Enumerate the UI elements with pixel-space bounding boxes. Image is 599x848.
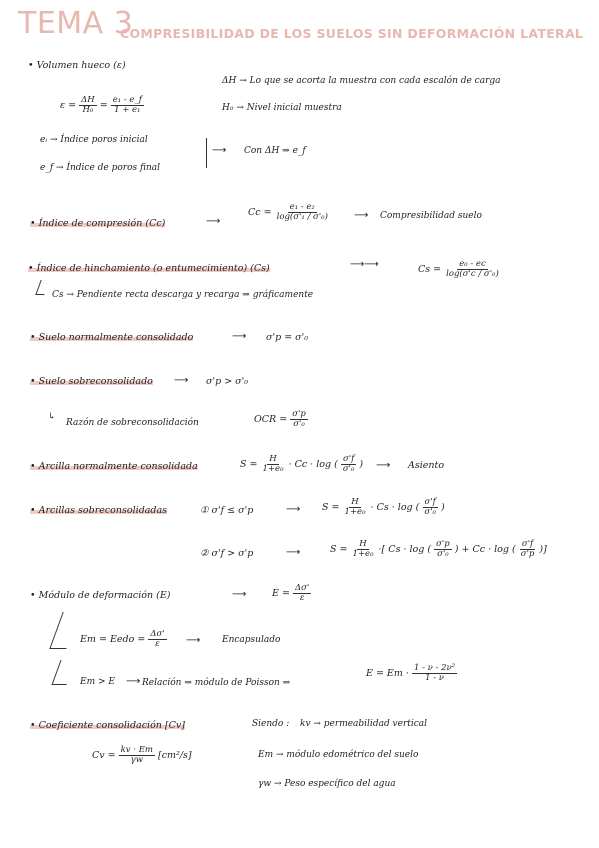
vol-eq: = [99,99,108,111]
arc-nc-lhs: S = [240,458,258,470]
cs-lhs: Cs = [418,263,442,275]
arc-oc-c2-b-frac [519,540,537,559]
mod-em-gt: Em > E [80,677,115,687]
cv-kv-def: kv → permeabilidad vertical [300,719,428,729]
cs-arrow: ⟶⟶ [350,259,379,270]
cs-frac [444,260,501,279]
arc-oc-label [30,505,167,516]
cc-arrow-2: ⟶ [354,210,369,221]
arc-oc-c2-a-num: σ'p [436,539,450,549]
vol-h0-def: H₀ → Nivel inicial muestra [222,103,342,113]
mod-label [30,590,171,601]
arc-nc-log-frac [341,455,357,474]
vol-arrow: ⟶ [212,145,227,156]
cc-lhs: Cc = [248,206,272,218]
mod-poisson-frac [412,664,457,683]
mod-lhs: E = [272,587,290,599]
mod-frac [293,584,311,603]
oc-arrow: ⟶ [174,375,189,386]
ocr-formula [254,410,308,429]
cs-formula [418,260,501,279]
arc-oc-c2-h-num: H [359,539,367,549]
cv-em-def: Em → módulo edométrico del suelo [258,750,419,760]
vol-frac-2 [111,96,144,115]
vol-f1-num: ΔH [81,95,95,105]
cs-label [28,263,270,274]
arc-nc-result: Asiento [408,460,445,471]
vol-f1-den: H₀ [82,104,94,115]
arc-oc-c1-log-frac [422,498,438,517]
arc-oc-c1-h-den: 1+e₀ [344,506,366,517]
mod-formula [272,584,311,603]
cv-label [30,720,185,731]
arc-nc-h-frac [261,455,286,474]
arc-nc-mid: · Cc · log [288,458,332,470]
mod-arrow: ⟶ [232,589,247,600]
vol-label [28,60,126,71]
vol-formula [60,96,144,115]
oc-label [30,376,153,387]
cc-arrow: ⟶ [206,216,221,227]
arc-oc-c2-a-frac [434,540,452,559]
arc-oc-c2-h-den: 1+e₀ [352,548,374,559]
vol-frac-1 [79,96,97,115]
oc-label-text: • Suelo sobreconsolidado [30,376,153,387]
cc-formula [248,203,330,222]
mod-em-den: ε [155,638,160,649]
mod-encap-arrow: ⟶ [186,635,201,646]
mod-em-num: Δσ' [150,629,165,639]
cv-lhs: Cv = [92,749,116,761]
ocr-den: σ'₀ [293,418,305,429]
arc-nc-h-den: 1+e₀ [262,463,284,474]
arc-oc-c2-h-frac [351,540,376,559]
arc-oc-case1-formula: S = $\frac{H}{\text{1+e₀}}$ · Cs · log ( $\frac{\sigma'f}{\text{σ'₀}}$ ) [322,497,445,517]
vol-f2-num: e₁ - e_f [112,95,142,105]
mod-em-eq: Em = Eedo = [80,633,146,645]
mod-bracket-2 [51,660,75,685]
nc-label [30,332,193,343]
arc-oc-arrow-2: ⟶ [286,547,301,558]
vol-brace [206,138,207,168]
arc-oc-c2-lhs: S = [330,543,348,555]
arc-oc-c1-lhs: S = [322,501,340,513]
arc-oc-c2-a-den: σ'₀ [437,548,449,559]
cv-gw-def: γw → Peso específico del agua [258,779,396,789]
arc-oc-arrow-1: ⟶ [286,504,301,515]
arc-oc-c2-plus: + [461,543,470,555]
arc-nc-log-num: σ'f [342,454,355,464]
cv-siendo: Siendo : [252,719,290,729]
cs-num: e₀ - ec [459,259,486,269]
arc-oc-c1-mid: · Cs · log [370,501,413,513]
cv-label-text: • Coeficiente consolidación [Cv] [30,720,185,731]
nc-label-text: • Suelo normalmente consolidado [30,332,194,343]
cc-result: Compresibilidad suelo [380,211,482,221]
arc-oc-case2: ② σ'f > σ'p [200,548,254,559]
vol-dh-def: ΔH → Lo que se acorta la muestra con cada escalón de carga [222,76,501,86]
tema-subtitle: COMPRESIBILIDAD DE LOS SUELOS SIN DEFORMACIÓN LATERAL [120,26,584,41]
arc-oc-c1-h-num: H [351,497,359,507]
cv-frac [119,746,155,765]
cv-den: γw [130,754,143,765]
vol-ef-def: e_f → Índice de poros final [40,163,161,173]
mod-relacion: Relación ⇒ módulo de Poisson ⇒ [142,678,291,688]
mod-relacion-arrow: ⟶ [126,676,141,687]
arc-nc-arrow: ⟶ [376,460,391,471]
arc-oc-c2-a: Cs · log [388,543,425,555]
ocr-label: Razón de sobreconsolidación [66,418,199,428]
ocr-lhs: OCR = [254,413,288,425]
mod-poisson-formula [366,664,457,683]
vol-label-text: • Volumen hueco (ε) [28,60,126,71]
ocr-frac [290,410,308,429]
arc-oc-case1: ① σ'f ≤ σ'p [200,505,254,516]
cv-num: kv · Em [120,745,153,755]
mod-label-text: • Módulo de deformación (E) [30,590,171,601]
nc-arrow: ⟶ [232,331,247,342]
arc-nc-label [30,461,198,472]
mod-den: ε [299,592,305,603]
arc-nc-label-text: • Arcilla normalmente consolidada [30,461,198,472]
arc-nc-h-num: H [269,454,277,464]
arc-oc-c2-b-num: σ'f [521,539,534,549]
cv-units: [cm²/s] [158,749,192,761]
mod-poisson-den: 1 - ν [425,672,444,683]
arc-oc-c1-log-den: σ'₀ [424,506,436,517]
arc-oc-c1-log-num: σ'f [424,497,436,507]
cc-den: log(σ'₁ / σ'₀) [276,211,328,222]
tema-title: TEMA 3 [18,6,134,41]
cc-frac [275,203,330,222]
cc-label [30,218,165,229]
cv-formula [92,746,192,765]
mod-e-eq: E = Em · [366,667,409,679]
vol-ei-def: eᵢ → Índice poros inicial [40,135,148,145]
arc-nc-log-den: σ'₀ [342,463,355,474]
mod-bracket-1 [49,612,79,649]
arc-oc-case2-formula: S = $\frac{H}{\text{1+e₀}}$ ·[ Cs · log ( $\frac{\sigma'p}{\text{σ'₀}}$ ) + Cc · log ( $\frac{\sigma'f}{\sigma'p}$ )] [330,539,547,559]
ocr-num: σ'p [292,409,306,419]
cs-label-text: • Índice de hinchamiento (o entumecimiento) (Cs) [28,263,270,274]
mod-num: Δσ' [294,583,310,593]
cs-sub: Cs → Pendiente recta descarga y recarga ⇒ gráficamente [52,290,314,300]
arc-oc-label-text: • Arcillas sobreconsolidadas [30,505,168,516]
nc-result: σ'p = σ'₀ [266,332,309,343]
vol-eps: ε = [60,99,77,111]
vol-con: Con ΔH ⇒ e_f [244,146,306,156]
cs-den: log(σ'c / σ'₀) [446,268,499,279]
cc-label-text: • Índice de compresión (Cc) [30,218,166,229]
oc-result: σ'p > σ'₀ [206,376,249,387]
arc-nc-formula: S = $\frac{H}{\text{1+e₀}}$ · Cc · log ( $\frac{\sigma'f}{\text{σ'₀}}$ ) [240,454,364,474]
vol-f2-den: 1 + e₁ [114,104,141,115]
cs-sub-bracket [35,280,49,295]
mod-poisson-num: 1 - ν - 2ν² [413,663,456,673]
mod-em-formula [80,630,167,649]
mod-encap: Encapsulado [222,635,281,645]
mod-em-frac [148,630,166,649]
cc-num: e₁ - e₂ [289,202,315,212]
ocr-corner: ↳ [48,412,56,422]
arc-oc-c2-b: Cc · log [472,543,509,555]
arc-oc-c2-b-den: σ'p [520,548,535,559]
arc-oc-c1-h-frac [343,498,368,517]
